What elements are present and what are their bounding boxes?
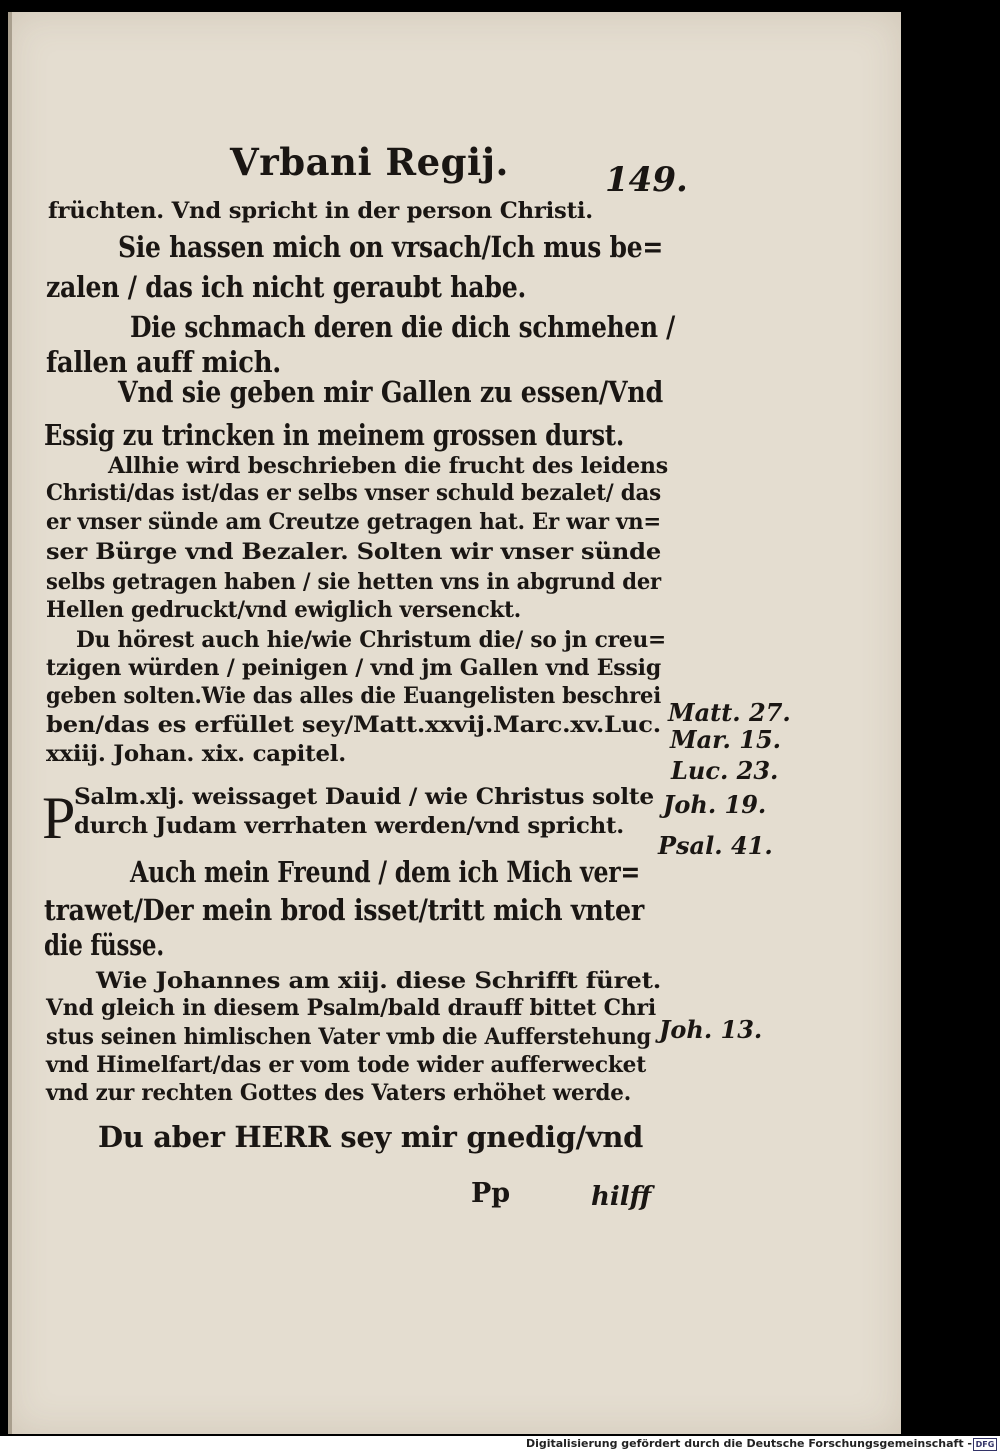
page-gutter xyxy=(8,12,12,1434)
text-line: stus seinen himlischen Vater vmb die Aufferstehung xyxy=(46,1024,651,1050)
dfg-logo-icon: DFG xyxy=(973,1438,997,1451)
page-number: 149. xyxy=(605,160,688,200)
text-line: früchten. Vnd spricht in der person Christi. xyxy=(48,198,593,224)
margin-note: Joh. 19. xyxy=(663,790,767,819)
margin-note: Mar. 15. xyxy=(670,725,782,754)
text-line: ser Bürge vnd Bezaler. Solten wir vnser sünde xyxy=(46,539,661,565)
text-line: Allhie wird beschrieben die frucht des leidens xyxy=(108,453,668,479)
text-line: Essig zu trincken in meinem grossen durst. xyxy=(44,418,624,452)
text-line: tzigen würden / peinigen / vnd jm Gallen vnd Essig xyxy=(46,655,661,681)
margin-note: Luc. 23. xyxy=(671,756,779,785)
text-line: fallen auff mich. xyxy=(46,345,281,379)
text-line: er vnser sünde am Creutze getragen hat. Er war vn= xyxy=(46,509,661,535)
text-line: Auch mein Freund / dem ich Mich ver= xyxy=(130,855,640,889)
text-line: vnd Himelfart/das er vom tode wider aufferwecket xyxy=(46,1052,646,1078)
psalm-initial: P xyxy=(42,785,76,851)
book-page xyxy=(8,12,901,1434)
margin-note: Psal. 41. xyxy=(658,831,773,860)
text-line: vnd zur rechten Gottes des Vaters erhöhet werde. xyxy=(46,1080,631,1106)
text-line: geben solten.Wie das alles die Euangelisten beschrei xyxy=(46,683,661,709)
text-line: Salm.xlj. weissaget Dauid / wie Christus solte xyxy=(74,784,654,810)
text-line: die füsse. xyxy=(44,928,164,962)
text-line: zalen / das ich nicht geraubt habe. xyxy=(46,270,526,304)
text-line: Vnd sie geben mir Gallen zu essen/Vnd xyxy=(118,375,663,409)
text-line: xxiij. Johan. xix. capitel. xyxy=(46,741,346,767)
text-line: Vnd gleich in diesem Psalm/bald drauff bittet Chri xyxy=(46,995,656,1021)
text-line: durch Judam verrhaten werden/vnd spricht. xyxy=(74,813,624,839)
page-header xyxy=(8,12,901,212)
catchword: hilff xyxy=(591,1182,652,1212)
text-line: Sie hassen mich on vrsach/Ich mus be= xyxy=(118,230,663,264)
running-title: Vrbani Regij. xyxy=(230,140,509,184)
text-line: Hellen gedruckt/vnd ewiglich versenckt. xyxy=(46,597,521,623)
text-line: Du hörest auch hie/wie Christum die/ so jn creu= xyxy=(76,627,666,653)
text-line: Wie Johannes am xiij. diese Schrifft füret. xyxy=(96,968,661,994)
digitization-note: Digitalisierung gefördert durch die Deutsche Forschungsgemeinschaft - xyxy=(525,1437,972,1450)
signature-mark: Pp xyxy=(471,1178,511,1209)
text-line: selbs getragen haben / sie hetten vns in abgrund der xyxy=(46,569,661,595)
margin-note: Joh. 13. xyxy=(659,1015,763,1044)
text-line: Die schmach deren die dich schmehen / xyxy=(130,310,675,344)
text-line: Du aber HERR sey mir gnedig/vnd xyxy=(98,1120,643,1154)
text-line: trawet/Der mein brod isset/tritt mich vnter xyxy=(44,893,644,927)
text-line: Christi/das ist/das er selbs vnser schuld bezalet/ das xyxy=(46,480,661,506)
text-line: ben/das es erfüllet sey/Matt.xxvij.Marc.xv.Luc. xyxy=(46,712,661,738)
margin-note: Matt. 27. xyxy=(668,698,791,727)
